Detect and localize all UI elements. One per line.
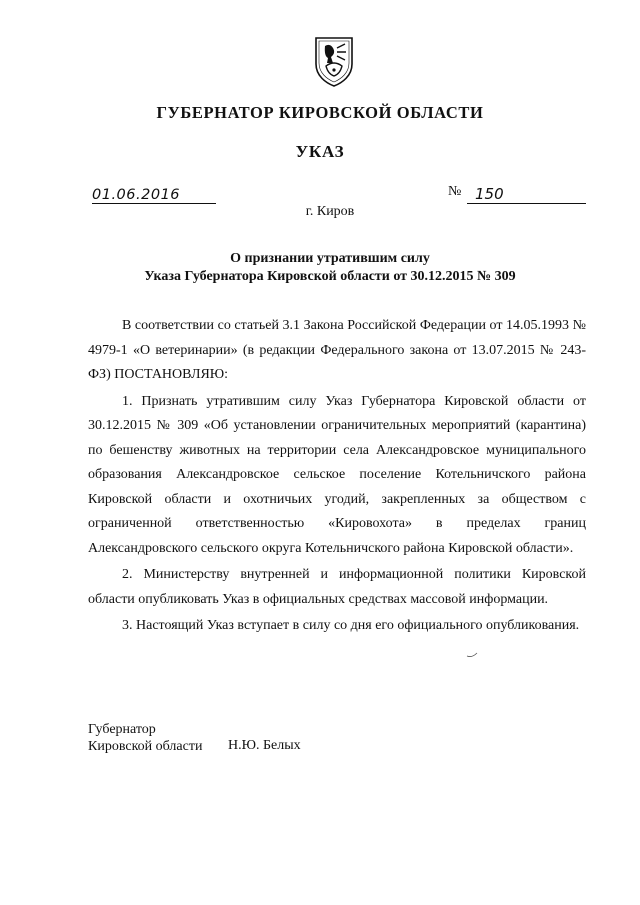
intro-paragraph: В соответствии со статьей 3.1 Закона Российской Федерации от 14.05.1993 № 4979-1 «О ветеринарии» (в редакции Федерального закона от 13.07.2015 № 243-ФЗ) ПОСТАНОВЛЯЮ: [88, 318, 586, 382]
document-date: 01.06.2016 [92, 187, 181, 203]
issuer-title: ГУБЕРНАТОР КИРОВСКОЙ ОБЛАСТИ [156, 103, 484, 122]
document-subject [0, 250, 640, 286]
coat-of-arms-icon [312, 34, 356, 88]
document-body [88, 314, 586, 639]
document-city: г. Киров [305, 204, 355, 219]
position-line-1: Губернатор [88, 722, 156, 737]
item-1-paragraph: 1. Признать утратившим силу Указ Губернатора Кировской области от 30.12.2015 № 309 «Об установлении ограничительных мероприятий (карантина) по бешенству животных на территории села Александровское муниципального образования Александровское сельское поселение Котельничского района Кировской области и охотничьих угодий, закрепленных за обществом с ограниченной ответственностью «Кировохота» в пределах границ Александровского сельского округа Котельничского района Кировской области». [88, 393, 586, 556]
subject-line-1: О признании утратившим силу [230, 251, 430, 266]
number-sign: № [448, 184, 462, 199]
document-kind: УКАЗ [295, 142, 345, 161]
document-number: 150 [475, 185, 504, 203]
position-line-2: Кировской области [88, 739, 203, 754]
signature-position [88, 721, 202, 755]
subject-line-2: Указа Губернатора Кировской области от 30.12.2015 № 309 [144, 269, 516, 284]
pen-mark-icon [466, 652, 478, 658]
signatory-name: Н.Ю. Белых [228, 738, 301, 753]
number-field [467, 183, 586, 204]
item-2-paragraph: 2. Министерству внутренней и информационной политики Кировской области опубликовать Указ в официальных средствах массовой информации. [88, 567, 586, 607]
date-field [92, 183, 216, 204]
item-3-paragraph: 3. Настоящий Указ вступает в силу со дня его официального опубликования. [122, 618, 580, 633]
